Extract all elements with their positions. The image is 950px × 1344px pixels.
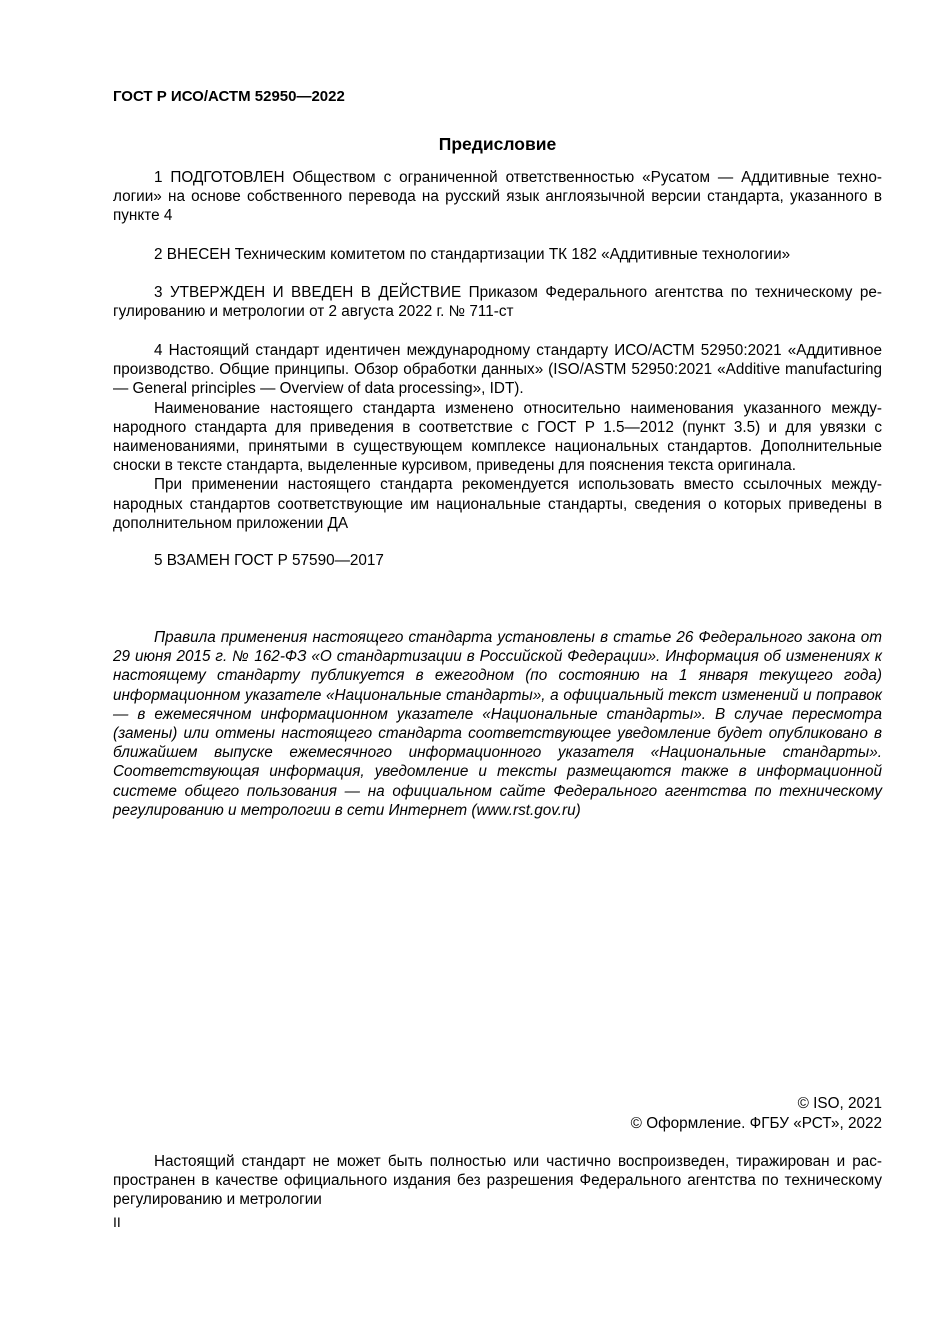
preface-item-5-text: 5 ВЗАМЕН ГОСТ Р 57590—2017 <box>154 552 384 569</box>
preface-item-4-paragraph-3: При применении настоящего стандарта рекомендуется использовать вместо ссылочных международных стандартов соответствующие им национальные стандарты, сведения о которых приведены в дополнительном приложении ДА <box>113 476 882 532</box>
preface-item-5 <box>113 551 882 570</box>
preface-item-2 <box>113 245 882 264</box>
preface-item-4-paragraph-2: Наименование настоящего стандарта изменено относительно наименования указанного международного стандарта для приведения в соответствие с ГОСТ Р 1.5—2012 (пункт 3.5) и для увязки с наименованиями, принятыми в существующем комплексе национальных стандартов. Дополнительные сноски в тексте стандарта, выделенные курсивом, приведены для пояснения текста оригинала. <box>113 399 882 475</box>
preface-item-3 <box>113 283 882 321</box>
preface-item-2-text: 2 ВНЕСЕН Техническим комитетом по стандартизации ТК 182 «Аддитивные технологии» <box>154 246 791 263</box>
rules-note <box>113 628 882 820</box>
copyright-block <box>631 1094 882 1133</box>
preface-item-1 <box>113 168 882 226</box>
preface-item-3-text: 3 УТВЕРЖДЕН И ВВЕДЕН В ДЕЙСТВИЕ Приказом Федерального агентства по техническому регулированию и метрологии от 2 августа 2022 г. № 711-ст <box>113 284 882 321</box>
document-code: ГОСТ Р ИСО/АСТМ 52950—2022 <box>113 88 345 105</box>
preface-item-4-paragraph-1: 4 Настоящий стандарт идентичен международному стандарту ИСО/АСТМ 52950:2021 «Аддитивное производство. Общие принципы. Обзор обработки данных» (ISO/ASTM 52950:2021 «Additive manufacturing — General principles — Overview of data processing», IDT). <box>113 342 882 398</box>
reproduction-notice-text: Настоящий стандарт не может быть полностью или частично воспроизведен, тиражирован и распространен в качестве официального издания без разрешения Федерального агентства по техническому регулированию и метрологии <box>113 1153 882 1209</box>
copyright-iso: © ISO, 2021 <box>797 1095 882 1112</box>
preface-title: Предисловие <box>438 134 557 154</box>
preface-item-1-text: 1 ПОДГОТОВЛЕН Обществом с ограниченной ответственностью «Русатом — Аддитивные технологии» на основе собственного перевода на русский язык англоязычной версии стандарта, указанного в пункте 4 <box>113 169 882 225</box>
copyright-design: © Оформление. ФГБУ «РСТ», 2022 <box>630 1114 882 1132</box>
preface-item-4 <box>113 341 882 533</box>
page-number: II <box>113 1214 121 1230</box>
reproduction-notice <box>113 1152 882 1210</box>
rules-note-text: Правила применения настоящего стандарта установлены в статье 26 Федерального закона от 29 июня 2015 г. № 162-ФЗ «О стандартизации в Российской Федерации». Информация об изменениях к настоящему стандарту публикуется в ежегодном (по состоянию на 1 января текущего года) информационном указателе «Национальные стандарты», а официальный текст изменений и поправок — в ежемесячном информационном указателе «Национальные стандарты». В случае пересмотра (замены) или отмены настоящего стандарта соответствующее уведомление будет опубликовано в ближайшем выпуске ежемесячного информационного указателя «Национальные стандарты». Соответствующая информация, уведомление и тексты размещаются также в информационной системе общего пользования — на официальном сайте Федерального агентства по техническому регулированию и метрологии в сети Интернет (www.rst.gov.ru) <box>113 629 882 819</box>
